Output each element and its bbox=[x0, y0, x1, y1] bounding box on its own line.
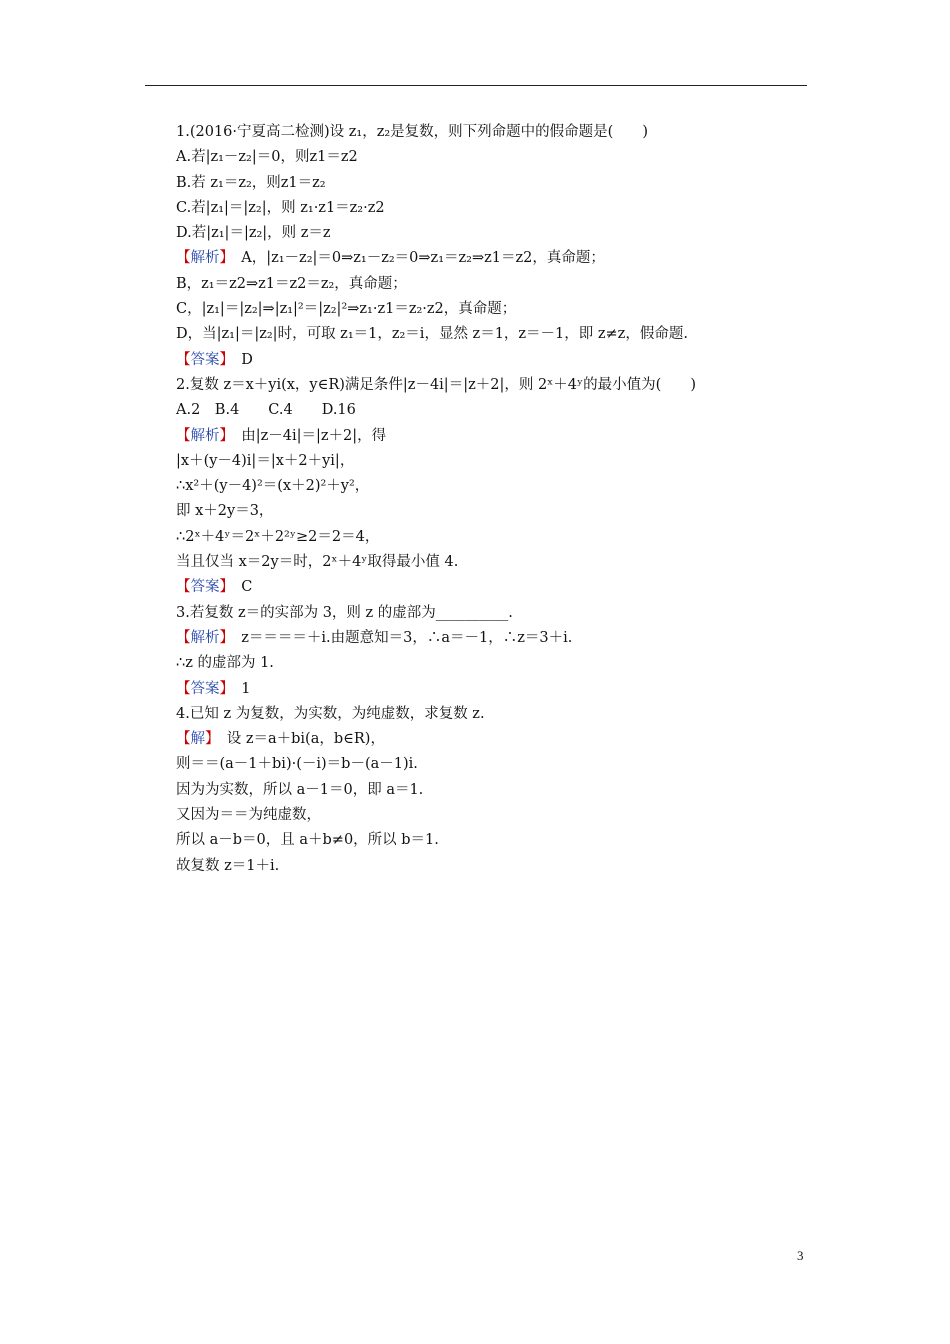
tag-label: 解析 bbox=[190, 427, 220, 444]
text-line bbox=[176, 322, 796, 347]
text-line bbox=[176, 246, 796, 271]
text-line bbox=[176, 601, 796, 626]
line-text: D.若|z₁|＝|z₂|，则 z＝z bbox=[176, 225, 331, 242]
line-text: 2.复数 z＝x＋yi(x，y∈R)满足条件|z－4i|＝|z＋2|，则 2ˣ＋4ʸ的最小值为( ) bbox=[176, 376, 696, 393]
tag-label: 答案 bbox=[190, 680, 220, 697]
line-text: C bbox=[226, 579, 253, 596]
text-line bbox=[176, 702, 796, 727]
text-line bbox=[176, 803, 796, 828]
tag-label: 答案 bbox=[190, 351, 220, 368]
answer-tag: 【答案】 bbox=[176, 680, 227, 697]
line-text: 因为为实数，所以 a－1＝0，即 a＝1. bbox=[176, 781, 424, 798]
line-text: A，|z₁－z₂|＝0⇒z₁－z₂＝0⇒z₁＝z₂⇒z1＝z2，真命题； bbox=[226, 250, 605, 267]
line-text: z＝＝＝＝＋i.由题意知＝3，∴a＝－1，∴z＝3＋i. bbox=[226, 629, 573, 646]
page-number: 3 bbox=[797, 1248, 804, 1263]
tag-label: 解析 bbox=[190, 629, 220, 646]
line-text: ∴2ˣ＋4ʸ＝2ˣ＋2²ʸ≥2＝2＝4， bbox=[176, 528, 380, 545]
line-text: A.2 B.4 C.4 D.16 bbox=[176, 402, 356, 419]
text-line bbox=[176, 171, 796, 196]
tag-label: 解析 bbox=[190, 250, 220, 267]
text-line bbox=[176, 525, 796, 550]
text-line bbox=[176, 348, 796, 373]
text-line bbox=[176, 272, 796, 297]
line-text: 故复数 z＝1＋i. bbox=[176, 857, 280, 874]
line-text: D，当|z₁|＝|z₂|时，可取 z₁＝1，z₂＝i，显然 z＝1，z＝－1，即 z≠z，假命题. bbox=[176, 326, 688, 343]
line-text: 4.已知 z 为复数，为实数，为纯虚数，求复数 z. bbox=[176, 705, 485, 722]
line-text: 所以 a－b＝0，且 a＋b≠0，所以 b＝1. bbox=[176, 832, 439, 849]
line-text: A.若|z₁－z₂|＝0，则z1＝z2 bbox=[176, 149, 358, 166]
line-text: B.若 z₁＝z₂，则z1＝z₂ bbox=[176, 174, 326, 191]
answer-tag: 【答案】 bbox=[176, 579, 227, 596]
line-text: 3.若复数 z＝的实部为 3，则 z 的虚部为__________. bbox=[176, 604, 513, 621]
text-line bbox=[176, 398, 796, 423]
text-line bbox=[176, 651, 796, 676]
text-line bbox=[176, 677, 796, 702]
line-text: 则＝＝(a－1＋bi)·(－i)＝b－(a－1)i. bbox=[176, 756, 418, 773]
text-line bbox=[176, 196, 796, 221]
text-line bbox=[176, 499, 796, 524]
text-line bbox=[176, 449, 796, 474]
text-line bbox=[176, 550, 796, 575]
tag-label: 答案 bbox=[190, 579, 220, 596]
line-text: ∴x²＋(y－4)²＝(x＋2)²＋y²， bbox=[176, 478, 370, 495]
text-line bbox=[176, 626, 796, 651]
tag-label: 解 bbox=[190, 731, 205, 748]
text-line bbox=[176, 373, 796, 398]
text-line bbox=[176, 474, 796, 499]
line-text: C.若|z₁|＝|z₂|，则 z₁·z1＝z₂·z2 bbox=[176, 199, 385, 216]
line-text: 当且仅当 x＝2y＝时，2ˣ＋4ʸ取得最小值 4. bbox=[176, 554, 459, 571]
line-text: D bbox=[226, 351, 253, 368]
line-text: 1.(2016·宁夏高二检测)设 z₁，z₂是复数，则下列命题中的假命题是( ) bbox=[176, 124, 648, 140]
text-line bbox=[176, 778, 796, 803]
solution-tag: 【解】 bbox=[176, 731, 213, 748]
line-text: 由|z－4i|＝|z＋2|，得 bbox=[226, 427, 387, 444]
text-line bbox=[176, 424, 796, 449]
line-text: C，|z₁|＝|z₂|⇒|z₁|²＝|z₂|²⇒z₁·z1＝z₂·z2，真命题； bbox=[176, 301, 517, 318]
line-text: 1 bbox=[226, 680, 251, 697]
line-text: B，z₁＝z2⇒z1＝z2＝z₂，真命题； bbox=[176, 275, 407, 292]
line-text: |x＋(y－4)i|＝|x＋2＋yi|， bbox=[176, 452, 355, 469]
text-line bbox=[176, 752, 796, 777]
analysis-tag: 【解析】 bbox=[176, 427, 227, 444]
line-text: 设 z＝a＋bi(a，b∈R)， bbox=[212, 731, 385, 748]
header-rule bbox=[145, 85, 807, 86]
line-text: 即 x＋2y＝3， bbox=[176, 503, 274, 520]
analysis-tag: 【解析】 bbox=[176, 629, 227, 646]
line-text: 又因为＝＝为纯虚数， bbox=[176, 807, 321, 824]
text-line bbox=[176, 828, 796, 853]
text-line bbox=[176, 120, 796, 145]
answer-tag: 【答案】 bbox=[176, 351, 227, 368]
text-line bbox=[176, 297, 796, 322]
text-line bbox=[176, 145, 796, 170]
text-line bbox=[176, 221, 796, 246]
analysis-tag: 【解析】 bbox=[176, 250, 227, 267]
line-text: ∴z 的虚部为 1. bbox=[176, 655, 274, 672]
document-body bbox=[176, 120, 796, 879]
text-line bbox=[176, 854, 796, 879]
text-line bbox=[176, 727, 796, 752]
text-line bbox=[176, 575, 796, 600]
